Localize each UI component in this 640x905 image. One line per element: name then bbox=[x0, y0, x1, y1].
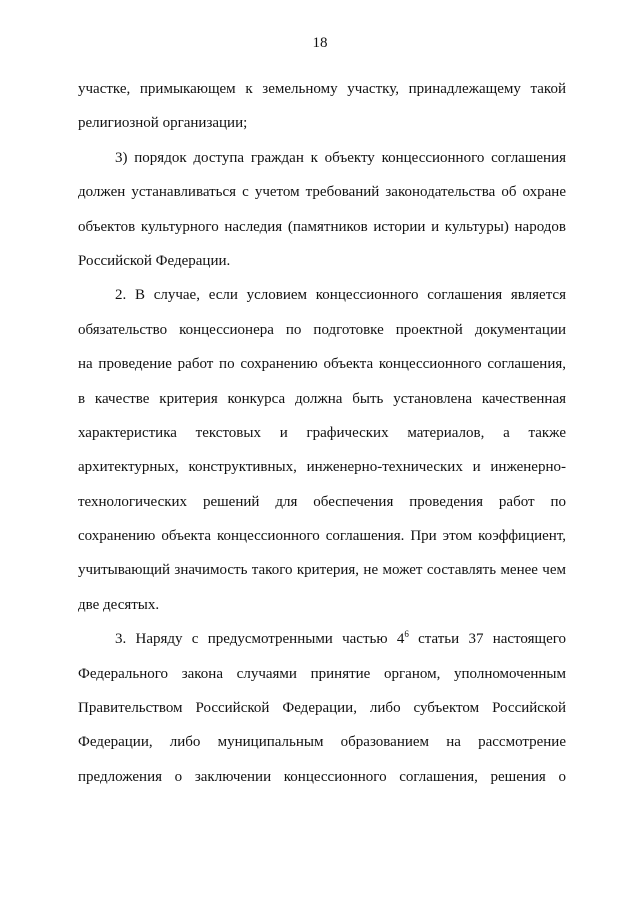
text-line: Российской Федерации. bbox=[78, 252, 231, 269]
text-line: 3) порядок доступа граждан к объекту концессионного соглашения bbox=[115, 149, 566, 166]
text-line: на проведение работ по сохранению объекта концессионного соглашения, bbox=[78, 356, 566, 373]
text-line: Федерального закона случаями принятие органом, уполномоченным bbox=[78, 665, 566, 682]
text-line: должен устанавливаться с учетом требований законодательства об охране bbox=[78, 184, 566, 201]
document-body bbox=[78, 72, 566, 794]
text-line: две десятых. bbox=[78, 596, 160, 613]
text-fragment: 3. Наряду с предусмотренными частью 4 bbox=[115, 631, 405, 648]
text-line: объектов культурного наследия (памятников истории и культуры) народов bbox=[78, 218, 566, 235]
text-line: религиозной организации; bbox=[78, 115, 248, 132]
text-line: Правительством Российской Федерации, либо субъектом Российской bbox=[78, 700, 566, 717]
text-line: Федерации, либо муниципальным образованием на рассмотрение bbox=[78, 734, 566, 751]
text-line: участке, примыкающем к земельному участку, принадлежащему такой bbox=[78, 81, 566, 97]
text-line: 2. В случае, если условием концессионного соглашения является bbox=[115, 287, 566, 304]
page-number: 18 bbox=[312, 35, 328, 51]
text-line: архитектурных, конструктивных, инженерно-технических и инженерно- bbox=[78, 459, 566, 476]
text-line: в качестве критерия конкурса должна быть установлена качественная bbox=[78, 390, 566, 407]
superscript: 6 bbox=[404, 629, 409, 640]
text-line: предложения о заключении концессионного соглашения, решения о bbox=[78, 768, 566, 785]
text-line: обязательство концессионера по подготовке проектной документации bbox=[78, 321, 566, 338]
text-line: сохранению объекта концессионного соглашения. При этом коэффициент, bbox=[78, 528, 566, 545]
text-line: технологических решений для обеспечения проведения работ по bbox=[78, 493, 566, 510]
text-line: характеристика текстовых и графических материалов, а также bbox=[78, 424, 566, 441]
text-line: учитывающий значимость такого критерия, не может составлять менее чем bbox=[78, 562, 566, 579]
text-fragment: статьи 37 настоящего bbox=[408, 631, 567, 648]
text-line-with-superscript bbox=[78, 622, 566, 656]
